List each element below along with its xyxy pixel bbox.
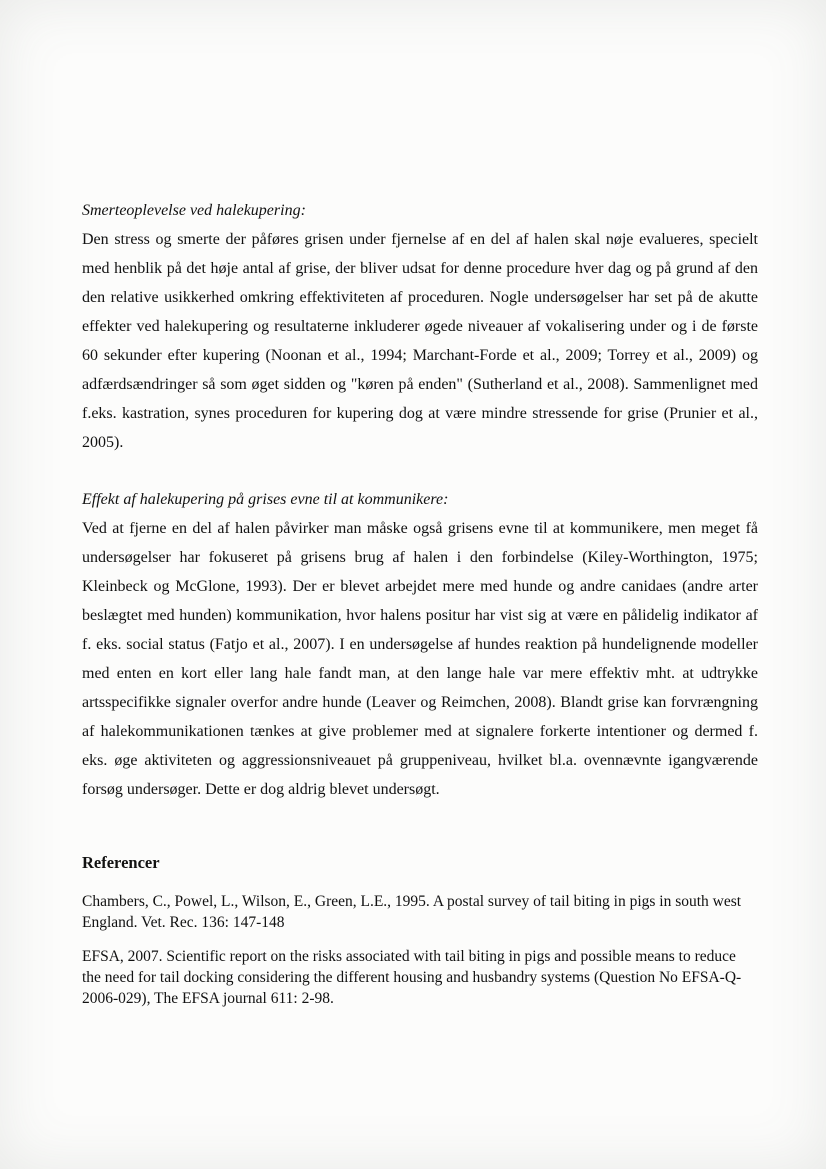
reference-entry-chambers-1995: Chambers, C., Powel, L., Wilson, E., Green, L.E., 1995. A postal survey of tail biting in pigs in south west England. Vet. Rec. 136: 147-148 (82, 893, 742, 931)
references-heading: Referencer (82, 853, 160, 872)
section-body-pain-experience: Den stress og smerte der påføres grisen under fjernelse af en del af halen skal nøje evalueres, specielt med henblik på det høje antal af grise, der bliver udsat for denne procedure hver dag og på grund af den den relative usikkerhed omkring effektiviteten af proceduren. Nogle undersøgelser har set på de akutte effekter ved halekupering og resultaterne inkluderer øgede niveauer af vokalisering under og i de første 60 sekunder efter kupering (Noonan et al., 1994; Marchant-Forde et al., 2009; Torrey et al., 2009) og adfærdsændringer så som øget sidden og "køren på enden" (Sutherland et al., 2008). Sammenlignet med f.eks. kastration, synes proceduren for kupering dog at være mindre stressende for grise (Prunier et al., 2005). (82, 231, 758, 451)
section-body-communication-effect: Ved at fjerne en del af halen påvirker man måske også grisens evne til at kommunikere, men meget få undersøgelser har fokuseret på grisens brug af halen i den forbindelse (Kiley-Worthington, 1975; Kleinbeck og McGlone, 1993). Der er blevet arbejdet mere med hunde og andre canidaes (andre arter beslægtet med hunden) kommunikation, hvor halens positur har vist sig at være en pålidelig indikator af f. eks. social status (Fatjo et al., 2007). I en undersøgelse af hundes reaktion på hundelignende modeller med enten en kort eller lang hale fandt man, at den lange hale var mere effektiv mht. at udtrykke artsspecifikke signaler overfor andre hunde (Leaver og Reimchen, 2008). Blandt grise kan forvrængning af halekommunikationen tænkes at give problemer med at signalere forkerte intentioner og dermed f. eks. øge aktiviteten og aggressionsniveauet på gruppeniveau, hvilket bl.a. ovennævnte igangværende forsøg undersøger. Dette er dog aldrig blevet undersøgt. (82, 520, 758, 798)
reference-entry-efsa-2007: EFSA, 2007. Scientific report on the risks associated with tail biting in pigs and possible means to reduce the need for tail docking considering the different housing and husbandry systems (Question No EFSA-Q-2006-029), The EFSA journal 611: 2-98. (82, 948, 742, 1007)
section-heading-communication-effect: Effekt af halekupering på grises evne til at kommunikere: (82, 491, 449, 508)
document-page (82, 196, 758, 1022)
section-heading-pain-experience: Smerteoplevelse ved halekupering: (82, 202, 306, 219)
